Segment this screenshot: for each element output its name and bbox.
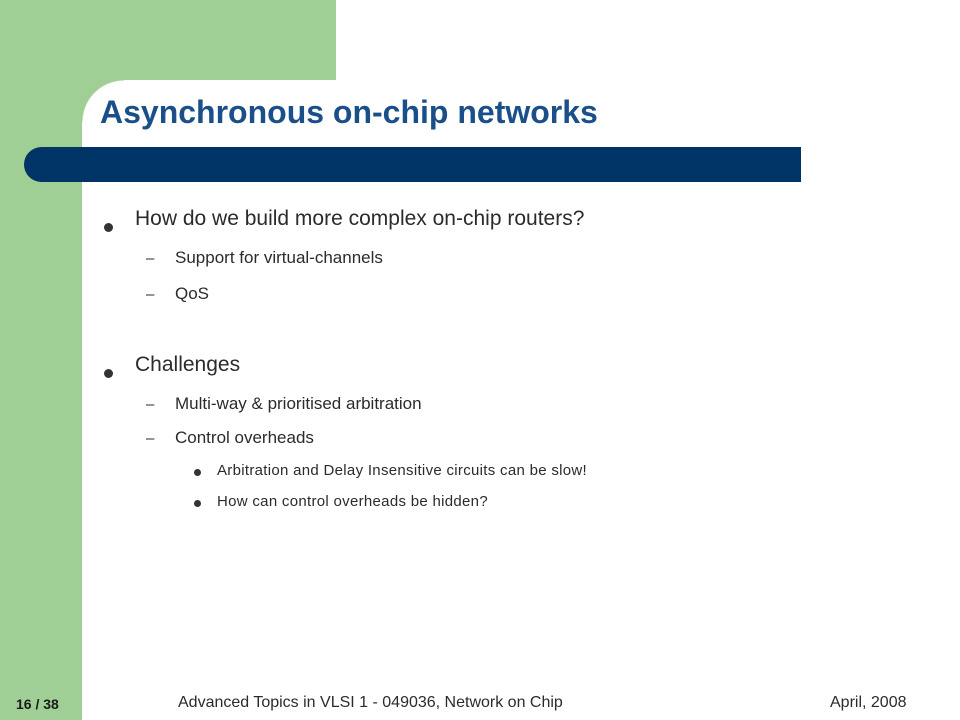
bullet-dot — [104, 369, 113, 378]
dash-marker: – — [146, 286, 155, 303]
dash-marker: – — [146, 250, 155, 267]
bullet-level3: Arbitration and Delay Insensitive circuits can be slow! — [217, 462, 587, 479]
title-underline-bar — [24, 147, 801, 182]
bullet-level1: Challenges — [135, 353, 241, 376]
footer-course-title: Advanced Topics in VLSI 1 - 049036, Network on Chip — [178, 694, 563, 711]
slide-title: Asynchronous on-chip networks — [100, 94, 598, 130]
bullet-level2: Control overheads — [175, 428, 314, 447]
top-green-band — [82, 0, 336, 80]
left-green-band — [0, 0, 82, 720]
bullet-level3: How can control overheads be hidden? — [217, 493, 488, 510]
page-number: 16 / 38 — [16, 696, 59, 712]
bullet-dot — [194, 469, 201, 476]
dash-marker: – — [146, 396, 155, 413]
bullet-dot — [194, 500, 201, 507]
bullet-level2: Support for virtual-channels — [175, 248, 383, 267]
bullet-dot — [104, 223, 113, 232]
bullet-level2: Multi-way & prioritised arbitration — [175, 394, 422, 413]
dash-marker: – — [146, 430, 155, 447]
bullet-level1: How do we build more complex on-chip routers? — [135, 207, 585, 230]
bullet-level2: QoS — [175, 284, 210, 303]
footer-date: April, 2008 — [830, 694, 907, 711]
